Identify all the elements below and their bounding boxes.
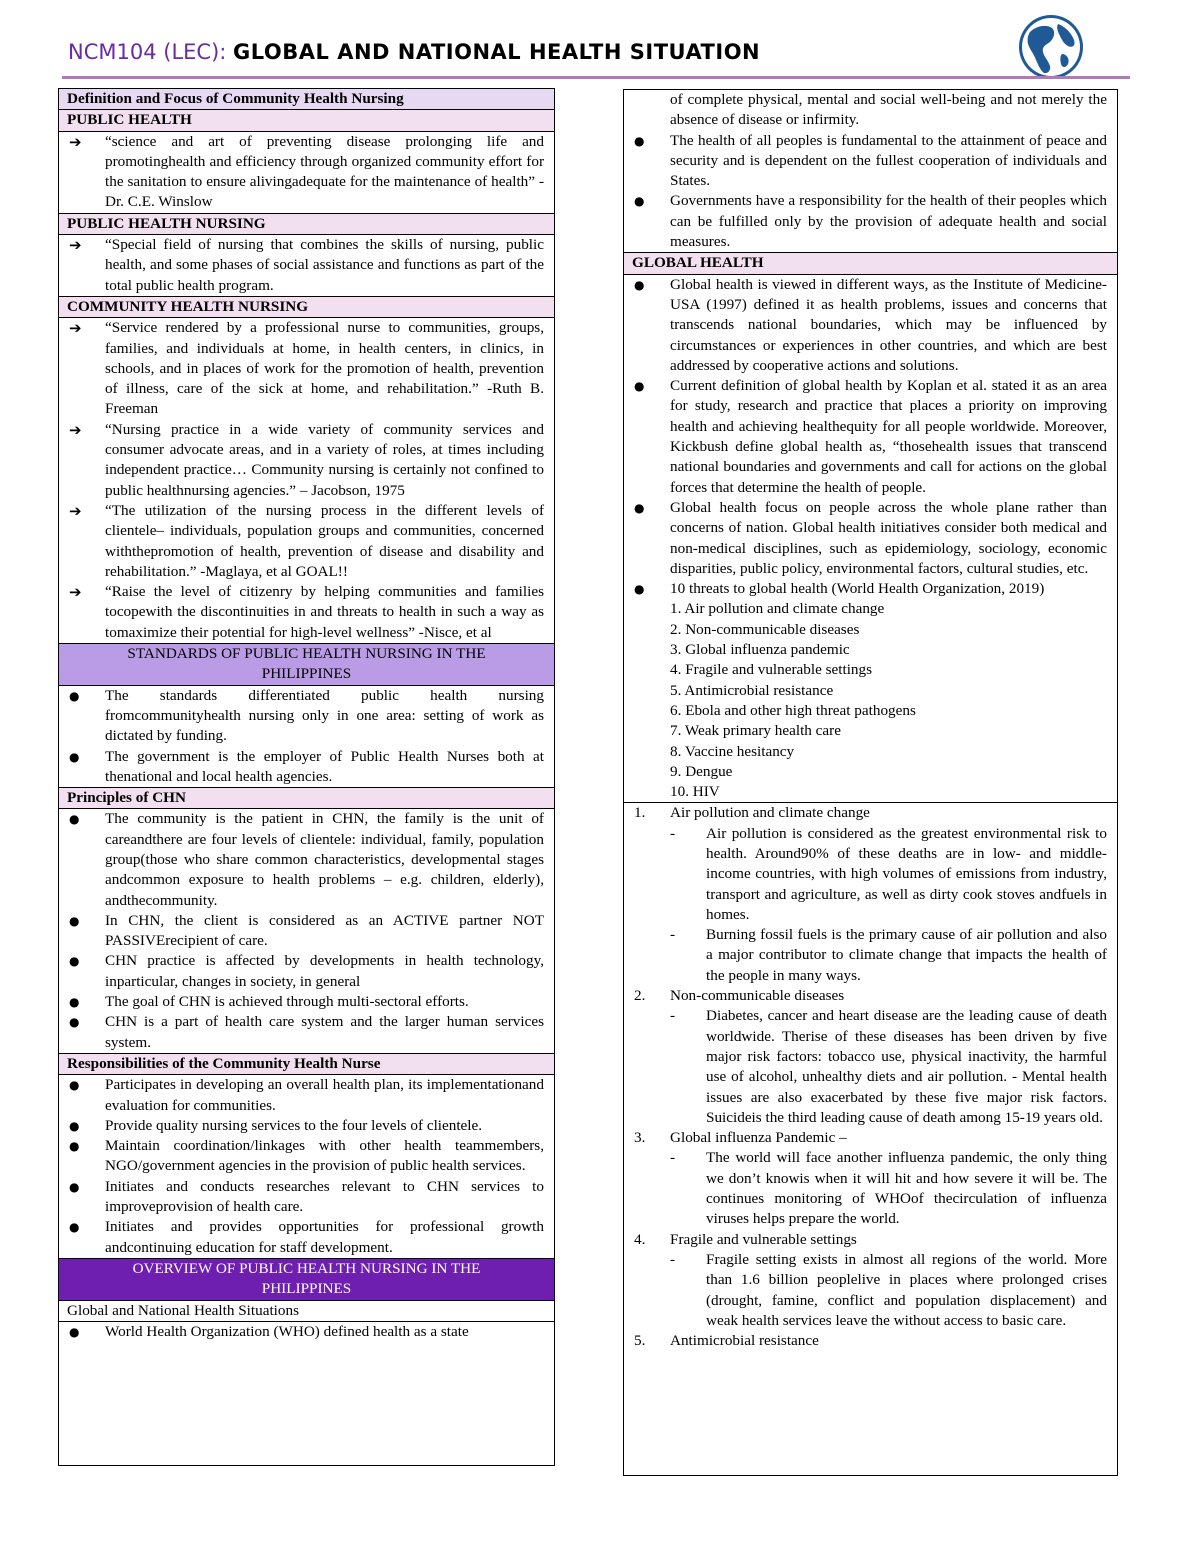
bullet-icon: ● (634, 379, 645, 394)
threat-item: 7. Weak primary health care (670, 722, 841, 740)
bullet-icon: ● (69, 749, 80, 764)
list-item: ● Participates in developing an overall health plan, its implementationand evaluation for communities. (59, 1075, 554, 1116)
phn-heading: PUBLIC HEALTH NURSING (59, 214, 554, 235)
overview-heading: OVERVIEW OF PUBLIC HEALTH NURSING IN THE PHILIPPINES (59, 1259, 554, 1301)
responsibilities-heading: Responsibilities of the Community Health Nurse (59, 1054, 554, 1075)
bullet-icon: ● (69, 688, 80, 703)
numbered-item: 5. Antimicrobial resistance (634, 1332, 819, 1350)
bullet-icon: ● (69, 1324, 80, 1339)
bullet-icon: ● (69, 1179, 80, 1194)
right-column (623, 89, 1118, 1476)
globe-icon (1016, 12, 1086, 82)
list-item: ● The standards differentiated public health nursing fromcommunityhealth nursing only in one area: setting of work as dictated by funding. (59, 686, 554, 747)
left-column (58, 88, 555, 1466)
list-item: ● Initiates and provides opportunities for professional growth andcontinuing education for staff development. (59, 1217, 554, 1258)
numbered-item: 2. Non-communicable diseases (634, 987, 845, 1005)
sub-item: - Fragile setting exists in almost all regions of the world. More than 1.6 billion peoplelive in places where prolonged crises (drought, famine, conflict and population displacement) and weak health services leave the without access to basic care. (624, 1250, 1117, 1331)
list-item: ● Maintain coordination/linkages with other health teammembers, NGO/government agencies in the provision of public health services. (59, 1136, 554, 1177)
list-item: ➔ “The utilization of the nursing process in the different levels of clientele– individuals, population groups and communities, concerned withthepromotion of health, prevention of disease and disability and rehabilitation.” -Maglaya, et al GOAL!! (59, 501, 554, 582)
sub-item: - Diabetes, cancer and heart disease are the leading cause of death worldwide. Therise of these diseases has been driven by five major risk factors: tobacco use, physical inactivity, the harmful use of alcohol, unhealthy diets and air pollution. - Mental health issues are also exacerbated by these five major risk factors. Suicideis the third leading cause of death among 15-19 years old. (624, 1006, 1117, 1128)
dash-icon: - (670, 1250, 676, 1268)
dash-icon: - (670, 926, 676, 944)
list-item: ● World Health Organization (WHO) defined health as a state (59, 1322, 554, 1342)
threat-item: 3. Global influenza pandemic (670, 641, 850, 659)
list-item: ➔ “science and art of preventing disease prolonging life and promotinghealth and efficiency through organized community effort for the sanitation to ensure alivingadequate for the maintenance of health” - Dr. C.E. Winslow (59, 132, 554, 213)
list-item: ● The government is the employer of Public Health Nurses both at thenational and local health agencies. (59, 747, 554, 788)
list-item: ● Current definition of global health by Koplan et al. stated it as an area for study, research and practice that places a priority on improving health and achieving healthequity for all people worldwide. Moreover, Kickbush define global health as, “thosehealth issues that transcend national boundaries and governments and call for actions on the global forces that determine the health of people. (624, 376, 1117, 498)
list-item: ● In CHN, the client is considered as an ACTIVE partner NOT PASSIVErecipient of care. (59, 911, 554, 952)
right-arrow-icon: ➔ (69, 132, 82, 151)
threat-item: 10. HIV (670, 783, 720, 801)
bullet-icon: ● (69, 1220, 80, 1235)
bullet-icon: ● (634, 133, 645, 148)
right-arrow-icon: ➔ (69, 420, 82, 439)
bullet-icon: ● (634, 277, 645, 292)
right-arrow-icon: ➔ (69, 583, 82, 602)
dash-icon: - (670, 1149, 676, 1167)
dash-icon: - (670, 824, 676, 842)
definition-heading: Definition and Focus of Community Health Nursing (59, 89, 554, 110)
course-code: NCM104 (LEC): (68, 40, 227, 64)
bullet-icon: ● (634, 194, 645, 209)
list-item: ● The goal of CHN is achieved through multi-sectoral efforts. (59, 992, 554, 1012)
list-item: ➔ “Raise the level of citizenry by helping communities and families tocopewith the discontinuities in and threats to health in such a way as tomaximize their potential for high-level wellness” -Nisce, et al (59, 582, 554, 643)
threat-item: 5. Antimicrobial resistance (670, 681, 834, 699)
bullet-icon: ● (69, 1078, 80, 1093)
bullet-icon: ● (69, 812, 80, 827)
sub-item: - Burning fossil fuels is the primary cause of air pollution and also a major contributor to climate change that impacts the health of the people in many ways. (624, 925, 1117, 986)
public-health-heading: PUBLIC HEALTH (59, 110, 554, 131)
bullet-icon: ● (69, 954, 80, 969)
list-item: ● Provide quality nursing services to the four levels of clientele. (59, 1116, 554, 1136)
list-item: ➔ “Nursing practice in a wide variety of community services and consumer advocate areas, and in a variety of roles, at times including independent practice… Community nursing is certainly not confined to public healthnursing agencies.” – Jacobson, 1975 (59, 420, 554, 501)
dash-icon: - (670, 1007, 676, 1025)
page-title: GLOBAL AND NATIONAL HEALTH SITUATION (233, 40, 761, 64)
threat-item: 4. Fragile and vulnerable settings (670, 661, 873, 679)
list-item: ● The health of all peoples is fundamental to the attainment of peace and security and is dependent on the fullest cooperation of individuals and States. (624, 131, 1117, 192)
right-arrow-icon: ➔ (69, 236, 82, 255)
bullet-icon: ● (634, 582, 645, 597)
principles-heading: Principles of CHN (59, 788, 554, 809)
numbered-item: 4. Fragile and vulnerable settings (634, 1230, 857, 1248)
threat-item: 2. Non-communicable diseases (670, 620, 860, 638)
global-health-heading: GLOBAL HEALTH (624, 253, 1117, 274)
continued-text: of complete physical, mental and social well-being and not merely the absence of disease or infirmity. (670, 91, 1107, 129)
threat-item: 1. Air pollution and climate change (670, 600, 885, 618)
list-item: ● Governments have a responsibility for the health of their peoples which can be fulfilled only by the provision of adequate health and social measures. (624, 191, 1117, 252)
list-item: ➔ “Service rendered by a professional nurse to communities, groups, families, and individuals at home, in health centers, in clinics, in schools, and in places of work for the promotion of health, prevention of illness, care of the sick at home, and rehabilitation.” -Ruth B. Freeman (59, 318, 554, 419)
bullet-icon: ● (69, 995, 80, 1010)
list-item: ● CHN practice is affected by developments in health technology, inparticular, changes in society, in general (59, 951, 554, 992)
list-item: ● Global health focus on people across the whole plane rather than concerns of nation. Global health initiatives consider both medical and non-medical disciplines, such as epidemiology, sociology, economic disparities, public policy, environmental factors, cultural studies, etc. (624, 498, 1117, 579)
bullet-icon: ● (69, 1139, 80, 1154)
list-item: ➔ “Special field of nursing that combines the skills of nursing, public health, and some phases of social assistance and functions as part of the total public health program. (59, 235, 554, 296)
numbered-item: 1. Air pollution and climate change (634, 804, 870, 822)
threat-item: 9. Dengue (670, 762, 733, 780)
numbered-item: 3. Global influenza Pandemic – (634, 1129, 847, 1147)
document-title (68, 40, 760, 64)
header-divider (62, 76, 1130, 79)
bullet-icon: ● (634, 500, 645, 515)
list-item: ● The community is the patient in CHN, the family is the unit of careandthere are four levels of clientele: individual, family, population group(those who share common characteristics, developmental stages andcommon exposure to health problems – e.g. children, elderly), andthecommunity. (59, 809, 554, 910)
overview-subheading: Global and National Health Situations (59, 1301, 554, 1322)
list-item: ● 10 threats to global health (World Health Organization, 2019) (624, 579, 1117, 599)
list-item: ● Global health is viewed in different ways, as the Institute of Medicine- USA (1997) defined it as health problems, issues and concerns that transcends national boundaries, which may be influenced by circumstances or experiences in other countries, and which are best addressed by cooperative actions and solutions. (624, 275, 1117, 376)
bullet-icon: ● (69, 913, 80, 928)
threat-item: 8. Vaccine hesitancy (670, 742, 795, 760)
list-item: ● CHN is a part of health care system and the larger human services system. (59, 1012, 554, 1053)
sub-item: - The world will face another influenza pandemic, the only thing we don’t knowis when it will hit and how severe it will be. The continues monitoring of WHOof thecirculation of influenza viruses helps prepare the world. (624, 1148, 1117, 1229)
list-item: ● Initiates and conducts researches relevant to CHN services to improveprovision of health care. (59, 1177, 554, 1218)
bullet-icon: ● (69, 1118, 80, 1133)
right-arrow-icon: ➔ (69, 501, 82, 520)
right-arrow-icon: ➔ (69, 319, 82, 338)
chn-heading: COMMUNITY HEALTH NURSING (59, 297, 554, 318)
standards-heading: STANDARDS OF PUBLIC HEALTH NURSING IN THE PHILIPPINES (59, 644, 554, 686)
sub-item: - Air pollution is considered as the greatest environmental risk to health. Around90% of these deaths are in low- and middle-income countries, with high volumes of emissions from industry, transport and agriculture, as well as dirty cook stoves andfuels in homes. (624, 824, 1117, 925)
bullet-icon: ● (69, 1015, 80, 1030)
threat-item: 6. Ebola and other high threat pathogens (670, 701, 916, 719)
